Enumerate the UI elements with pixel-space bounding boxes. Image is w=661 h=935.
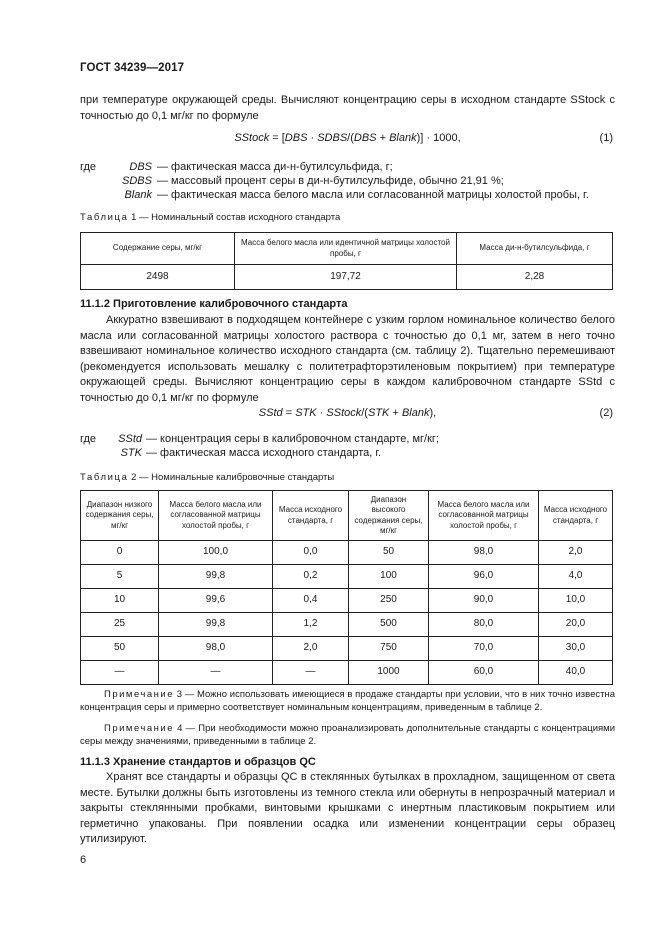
table-2 (80, 490, 613, 685)
table-cell: 2,28 (457, 265, 613, 290)
table-header-cell: Масса белого масла или согласованной матрицы холостой пробы, г (159, 491, 273, 541)
table-row (81, 637, 613, 661)
formula-1-number: (1) (599, 132, 613, 144)
table-header-cell: Масса белого масла или согласованной матрицы холостой пробы, г (429, 491, 539, 541)
table-cell: 96,0 (429, 565, 539, 589)
legend-key: SStd (118, 433, 142, 445)
formula-1-legend (80, 160, 615, 204)
note-3 (80, 688, 615, 714)
table-cell: 750 (349, 637, 429, 661)
table-row (81, 265, 613, 290)
section-11-1-3-text: Хранят все стандарты и образцы QC в стеклянных бутылках в прохладном, защищенном от света месте. Бутылки должны быть изготовлены из темного стекла или обернуты в непрозрачный материал и закрыты стеклянными пробками, винтовыми крышками с инертным пластиковым покрытием или герметично упакованы. При появлении осадка или изменении концентрации серы образец утилизируют. (80, 771, 615, 845)
table-cell: — (81, 661, 159, 685)
table-row (81, 541, 613, 565)
note-4 (80, 722, 615, 748)
table-cell: 100 (349, 565, 429, 589)
formula-2-expression: SStd = STK · SStock/(STK + Blank), (258, 407, 437, 419)
legend-prefix: где (80, 433, 97, 445)
section-11-1-2-text: Аккуратно взвешивают в подходящем контейнере с узким горлом номинальное количество белого масла или согласованной матрицы холостого раствора с точностью до 0,1 мг, затем в него точно взвешивают номинальное количество исходного стандарта (см. таблицу 2). Тщательно перемешивают (рекомендуется использовать мешалку с политетрафторэтиленовым покрытием) при температуре окружающей среды. Вычисляют концентрацию серы в каждом калибровочном стандарте SStd с точностью до 0,1 мг/кг по формуле (80, 314, 615, 404)
note-text: 3 — Можно использовать имеющиеся в продаже стандарты при условии, что в них точно известна концентрация серы и примерно соответствует номинальным концентрациям, приведенным в таблице 2. (80, 689, 616, 713)
table-cell: 0,2 (273, 565, 349, 589)
table-2-caption: Таблица 2 — Номинальные калибровочные стандарты (80, 472, 335, 483)
legend-definition: — фактическая масса белого масла или согласованной матрицы холостой пробы, г. (157, 189, 589, 201)
legend-definition: — фактическая масса ди-н-бутилсульфида, г; (157, 161, 393, 173)
table-header-row (81, 491, 613, 541)
intro-paragraph: при температуре окружающей среды. Вычисляют концентрацию серы в исходном стандарте SStock с точностью до 0,1 мг/кг по формуле (80, 94, 615, 122)
legend-key: DBS (129, 161, 152, 173)
table-cell: 99,6 (159, 589, 273, 613)
table-1 (80, 232, 613, 290)
table-cell: 70,0 (429, 637, 539, 661)
table-cell: 0,0 (273, 541, 349, 565)
legend-definition: — фактическая масса исходного стандарта, г. (146, 447, 382, 459)
table-header-cell: Диапазон высокого содержания серы, мг/кг (349, 491, 429, 541)
table-cell: 50 (349, 541, 429, 565)
section-heading-11-1-2: 11.1.2 Приготовление калибровочного стандарта (80, 298, 348, 310)
document-header: ГОСТ 34239—2017 (80, 62, 185, 74)
legend-key: STK (120, 447, 142, 459)
table-cell: 250 (349, 589, 429, 613)
table-1-caption: Таблица 1 — Номинальный состав исходного стандарта (80, 212, 341, 223)
table-cell: 98,0 (159, 637, 273, 661)
table-cell: 1,2 (273, 613, 349, 637)
table-cell: 50 (81, 637, 159, 661)
table-cell: — (273, 661, 349, 685)
formula-1 (80, 131, 615, 146)
page-number: 6 (80, 854, 87, 866)
table-cell: 98,0 (429, 541, 539, 565)
legend-key: Blank (124, 189, 152, 201)
table-cell: 10 (81, 589, 159, 613)
table-header-cell: Диапазон низкого содержания серы, мг/кг (81, 491, 159, 541)
table-cell: 2498 (81, 265, 235, 290)
table-cell: 2,0 (539, 541, 613, 565)
table-header-cell: Содержание серы, мг/кг (81, 233, 235, 265)
section-heading-11-1-3: 11.1.3 Хранение стандартов и образцов QC (80, 756, 316, 768)
table-cell: 197,72 (235, 265, 457, 290)
table-row (81, 661, 613, 685)
table-cell: 4,0 (539, 565, 613, 589)
note-lead: Примечание (104, 723, 174, 734)
table-row (81, 613, 613, 637)
table-cell: 25 (81, 613, 159, 637)
note-text: 4 — При необходимости можно проанализировать дополнительные стандарты с концентрациями серы между значениями, приведенными в таблице 2. (80, 723, 616, 747)
note-lead: Примечание (104, 689, 174, 700)
table-cell: 0 (81, 541, 159, 565)
table-cell: 100,0 (159, 541, 273, 565)
table-row (81, 589, 613, 613)
table-header-cell: Масса ди-н-бутилсульфида, г (457, 233, 613, 265)
table-cell: 99,8 (159, 565, 273, 589)
table-cell: 5 (81, 565, 159, 589)
legend-definition: — массовый процент серы в ди-н-бутилсульфиде, обычно 21,91 %; (157, 175, 504, 187)
formula-2 (80, 406, 615, 421)
table-cell: 30,0 (539, 637, 613, 661)
legend-prefix: где (80, 161, 97, 173)
table-cell: 500 (349, 613, 429, 637)
legend-key: SDBS (122, 175, 152, 187)
table-cell: 20,0 (539, 613, 613, 637)
table-cell: 1000 (349, 661, 429, 685)
table-cell: 60,0 (429, 661, 539, 685)
table-header-cell: Масса исходного стандарта, г (539, 491, 613, 541)
table-cell: — (159, 661, 273, 685)
table-cell: 90,0 (429, 589, 539, 613)
formula-2-legend (80, 432, 615, 462)
formula-1-expression: SStock = [DBS · SDBS/(DBS + Blank)] · 1000, (234, 132, 461, 144)
table-cell: 2,0 (273, 637, 349, 661)
table-header-row (81, 233, 613, 265)
table-cell: 99,8 (159, 613, 273, 637)
table-row (81, 565, 613, 589)
table-cell: 10,0 (539, 589, 613, 613)
formula-2-number: (2) (599, 407, 613, 419)
legend-definition: — концентрация серы в калибровочном стандарте, мг/кг; (146, 433, 439, 445)
table-header-cell: Масса исходного стандарта, г (273, 491, 349, 541)
table-header-cell: Масса белого масла или идентичной матрицы холостой пробы, г (235, 233, 457, 265)
table-cell: 0,4 (273, 589, 349, 613)
table-cell: 80,0 (429, 613, 539, 637)
table-cell: 40,0 (539, 661, 613, 685)
